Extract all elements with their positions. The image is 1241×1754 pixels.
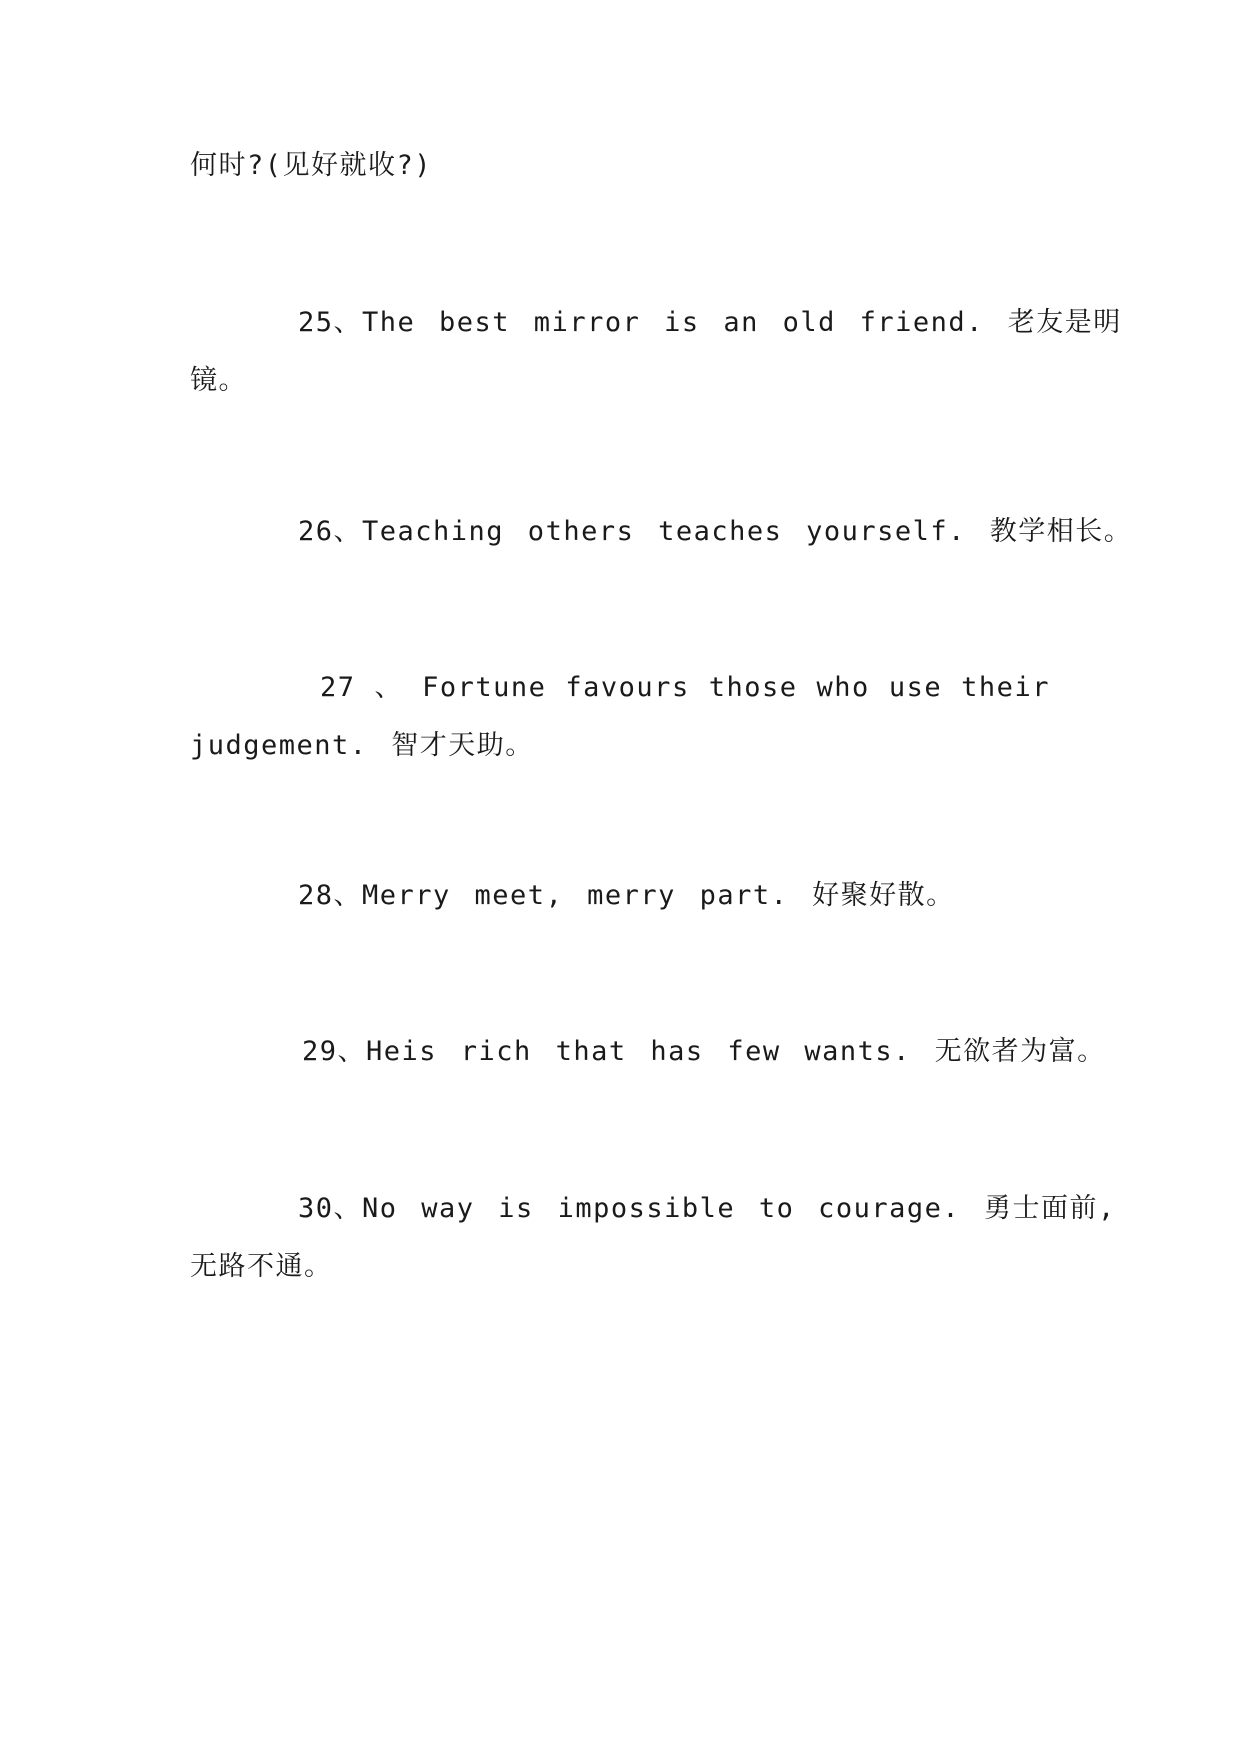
paragraph-item-25 [190,294,1122,410]
paragraph-continuation [190,137,1050,195]
paragraph-line: 30、No way is impossible to courage. 勇士面前, [298,1193,1116,1224]
paragraph-line: 25、The best mirror is an old friend. 老友是明 [298,307,1122,338]
word: their [961,672,1050,703]
word: favours [565,672,690,703]
justified-line [190,659,1050,717]
paragraph-item-30 [190,1180,1116,1296]
paragraph-line: 镜。 [190,365,247,396]
paragraph-item-27 [190,659,1050,775]
paragraph-line: 无路不通。 [190,1251,333,1282]
word: 27 [320,672,356,703]
word: 、 [374,672,404,703]
word: who [816,672,870,703]
paragraph-line: 29、Heis rich that has few wants. 无欲者为富。 [302,1036,1106,1067]
paragraph-line: 28、Merry meet, merry part. 好聚好散。 [298,880,955,911]
word: Fortune [422,672,547,703]
paragraph-line: judgement. 智才天助。 [190,730,534,761]
word: those [708,672,798,703]
paragraph-item-28 [190,867,1050,925]
paragraph-line: 何时?(见好就收?) [190,150,433,181]
paragraph-item-26 [190,503,1133,561]
word: use [888,672,943,703]
paragraph-line: 26、Teaching others teaches yourself. 教学相长。 [298,516,1133,547]
paragraph-item-29 [190,1023,1106,1081]
